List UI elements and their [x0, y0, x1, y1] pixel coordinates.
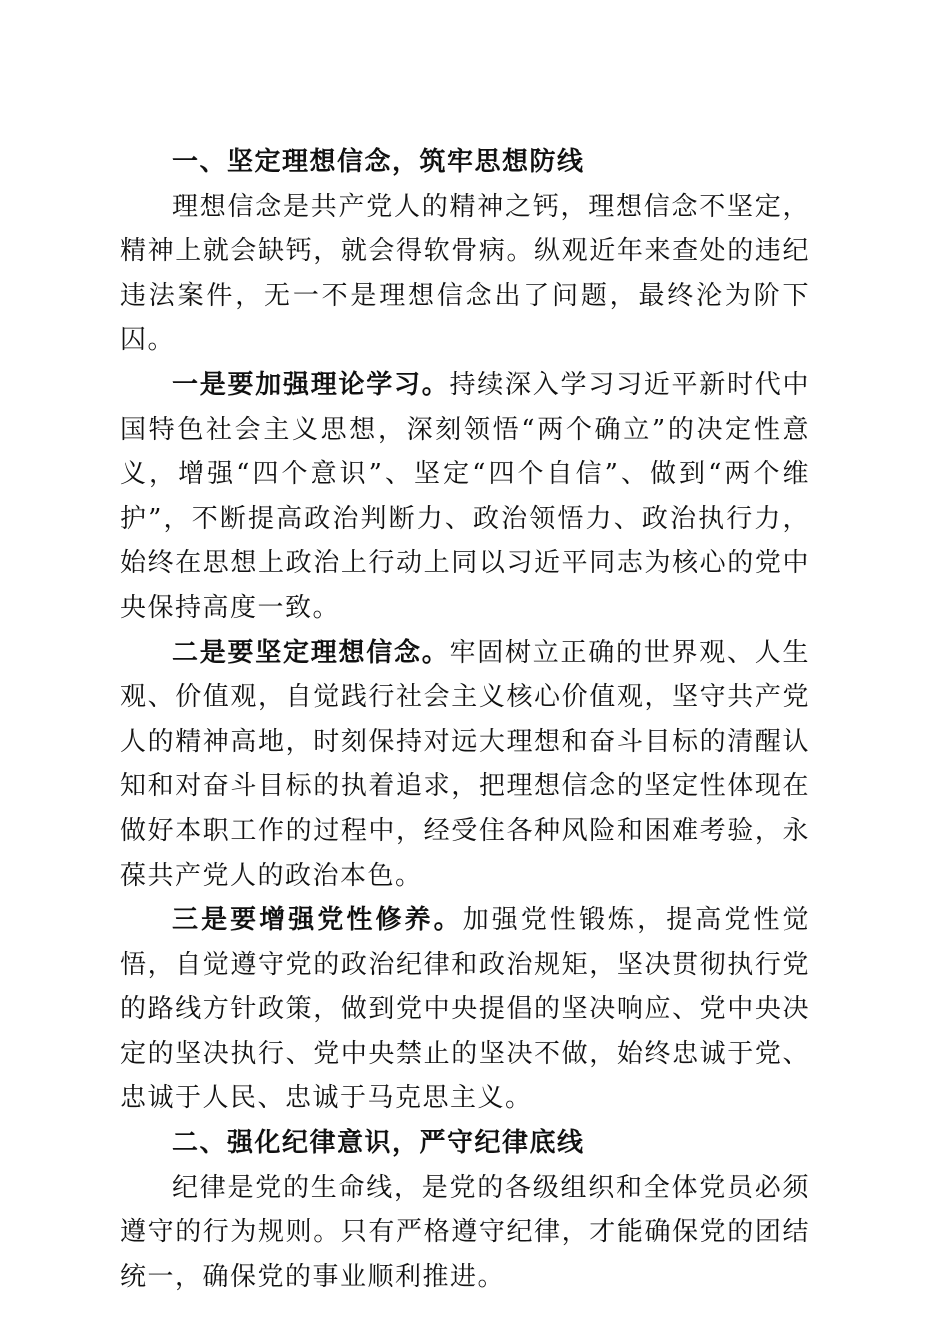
section-1-intro: 理想信念是共产党人的精神之钙，理想信念不坚定，精神上就会缺钙，就会得软骨病。纵观近年来查处的违纪违法案件，无一不是理想信念出了问题，最终沦为阶下囚。	[120, 191, 810, 356]
point-3-text: 加强党性锻炼，提高党性觉悟，自觉遵守党的政治纪律和政治规矩，坚决贯彻执行党的路线方针政策，做到党中央提倡的坚决响应、党中央决定的坚决执行、党中央禁止的坚决不做，始终忠诚于党、忠诚于人民、忠诚于马克思主义。	[120, 905, 810, 1114]
section-2-intro: 纪律是党的生命线，是党的各级组织和全体党员必须遵守的行为规则。只有严格遵守纪律，才能确保党的团结统一，确保党的事业顺利推进。	[120, 1172, 810, 1292]
point-3-lead: 三是要增强党性修养。	[172, 905, 463, 936]
point-2-text: 牢固树立正确的世界观、人生观、价值观，自觉践行社会主义核心价值观，坚守共产党人的精神高地，时刻保持对远大理想和奋斗目标的清醒认知和对奋斗目标的执着追求，把理想信念的坚定性体现在做好本职工作的过程中，经受住各种风险和困难考验，永葆共产党人的政治本色。	[120, 637, 810, 891]
point-2-paragraph	[120, 631, 810, 899]
section-2-heading: 二、强化纪律意识，严守纪律底线	[172, 1128, 585, 1159]
point-2-lead: 二是要坚定理想信念。	[172, 637, 450, 668]
section-1-heading: 一、坚定理想信念，筑牢思想防线	[172, 147, 585, 177]
point-1-text: 持续深入学习习近平新时代中国特色社会主义思想，深刻领悟“两个确立”的决定性意义，增强“四个意识”、坚定“四个自信”、做到“两个维护”，不断提高政治判断力、政治领悟力、政治执行力，始终在思想上政治上行动上同以习近平同志为核心的党中央保持高度一致。	[120, 369, 810, 623]
point-1-paragraph	[120, 363, 810, 631]
document-page	[120, 140, 810, 1299]
point-3-paragraph	[120, 898, 810, 1121]
point-1-lead: 一是要加强理论学习。	[172, 369, 450, 400]
